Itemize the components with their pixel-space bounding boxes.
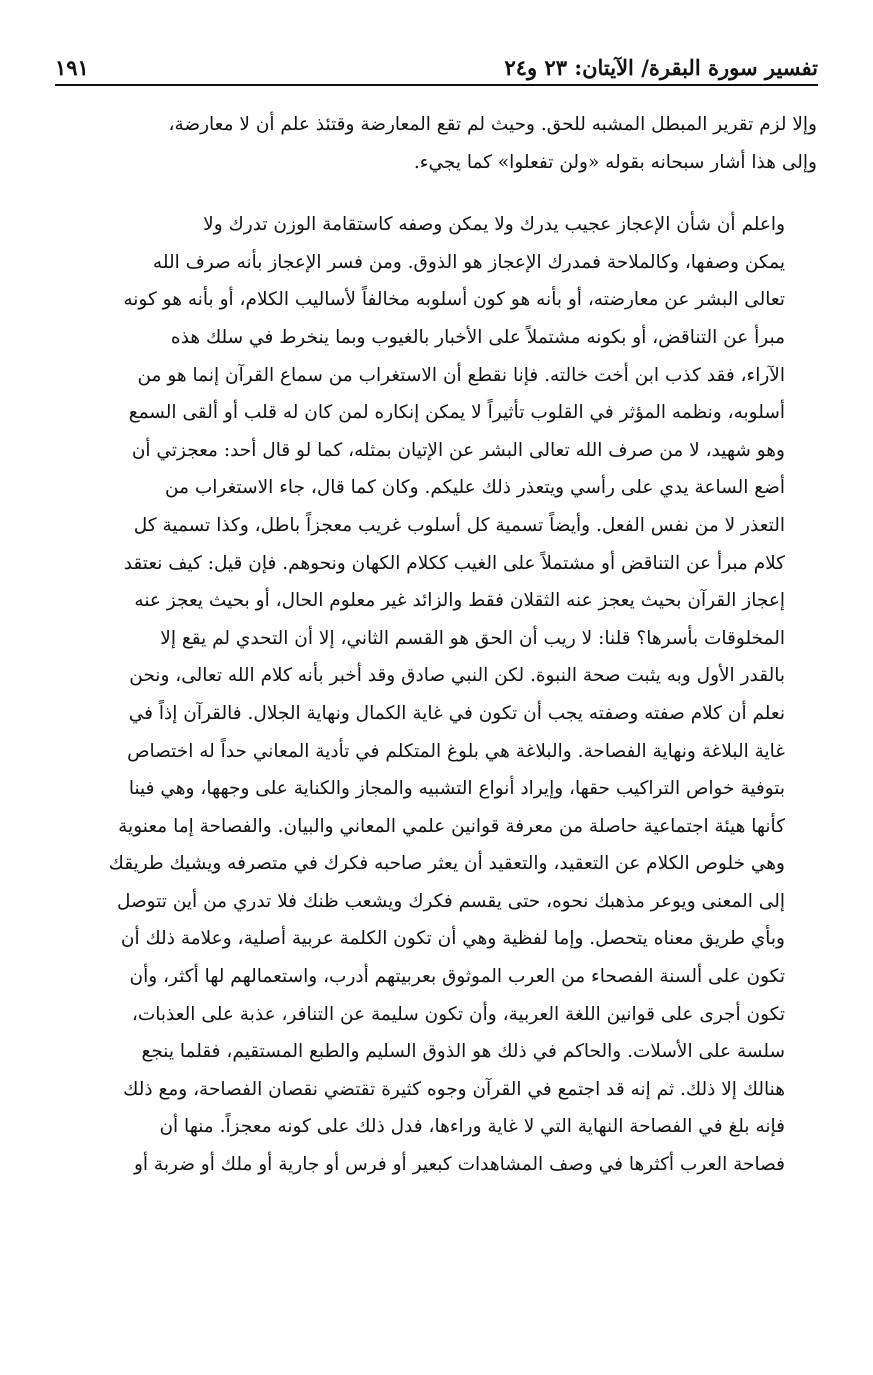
text-line: وإلا لزم تقرير المبطل المشبه للحق. وحيث لم تقع المعارضة وقتئذ علم أن لا معارضة، — [168, 114, 817, 135]
text-line: إلى المعنى ويوعر مذهبك نحوه، حتى يقسم فكرك ويشعب ظنك فلا تدري من أين تتوصل — [116, 890, 785, 912]
text-line: يمكن وصفها، وكالملاحة فمدرك الإعجاز هو الذوق. ومن فسر الإعجاز بأنه صرف الله — [152, 251, 785, 273]
paragraph-continuation — [58, 106, 817, 181]
text-line: واعلم أن شأن الإعجاز عجيب يدرك ولا يمكن وصفه كاستقامة الوزن تدرك ولا — [203, 214, 785, 236]
text-line: التعذر لا من نفس الفعل. وأيضاً تسمية كل أسلوب غريب معجزاً باطل، وكذا تسمية كل — [133, 514, 785, 536]
text-line: وإلى هذا أشار سبحانه بقوله «ولن تفعلوا» كما يجيء. — [413, 151, 817, 173]
text-line: الآراء، فقد كذب ابن أخت خالته. فإنا نقطع أن الاستغراب من سماع القرآن إنما هو من — [137, 364, 785, 386]
text-line: سلسة على الأسلات. والحاكم في ذلك هو الذوق السليم والطبع المستقيم، فقلما ينجع — [141, 1041, 785, 1063]
text-line: بالقدر الأول وبه يثبت صحة النبوة. لكن النبي صادق وقد أخبر بأنه كلام الله تعالى، ونحن — [129, 665, 785, 687]
text-line: فإنه بلغ في الفصاحة النهاية التي لا غاية وراءها، فدل ذلك على كونه معجزاً. منها أن — [159, 1116, 785, 1138]
text-line: تكون على ألسنة الفصحاء من العرب الموثوق بعربيتهم أدرب، واستعمالهم لها أكثر، وأن — [129, 966, 785, 988]
text-line: أسلوبه، ونظمه المؤثر في القلوب تأثيراً لا يمكن إنكاره لمن كان له قلب أو ألقى السمع — [128, 402, 785, 424]
text-line: بتوفية خواص التراكيب حقها، وإيراد أنواع التشبيه والمجاز والكناية على وجهها، وهي فينا — [128, 778, 785, 800]
text-line: المخلوقات بأسرها؟ قلنا: لا ريب أن الحق هو القسم الثاني، إلا أن التحدي لم يقع إلا — [160, 627, 785, 649]
text-line: وهي خلوص الكلام عن التعقيد، والتعقيد أن يعثر صاحبه فكرك في متصرفه ويشيك طريقك — [108, 853, 785, 875]
text-line: وهو شهيد، لا من صرف الله تعالى البشر عن الإتيان بمثله، كما لو قال أحد: معجزتي أن — [131, 439, 785, 461]
text-line: فصاحة العرب أكثرها في وصف المشاهدات كبعير أو فرس أو جارية أو ملك أو ضربة أو — [133, 1154, 785, 1176]
running-title: تفسير سورة البقرة/ الآيتان: ٢٣ و٢٤ — [504, 54, 818, 80]
text-line: كلام مبرأ عن التناقض أو مشتملاً على الغيب ككلام الكهان ونحوهم. فإن قيل: كيف نعتقد — [123, 552, 785, 574]
text-line: أضع الساعة يدي على رأسي ويتعذر ذلك عليكم. وكان كما قال، جاء الاستغراب من — [164, 477, 785, 499]
text-line: هنالك إلا ذلك. ثم إنه قد اجتمع في القرآن وجوه كثيرة تقتضي نقصان الفصاحة، ومع ذلك — [123, 1078, 785, 1100]
text-line: غاية البلاغة ونهاية الفصاحة. والبلاغة هي بلوغ المتكلم في تأدية المعاني حداً له اختصاص — [127, 740, 785, 762]
text-line: إعجاز القرآن بحيث يعجز عنه الثقلان فقط والزائد غير معلوم الحال، أو بحيث يعجز عنه — [134, 590, 785, 612]
paragraph-main — [58, 206, 817, 1183]
page-number: ١٩١ — [55, 54, 89, 80]
text-line: نعلم أن كلام صفته وصفته يجب أن تكون في غاية الكمال ونهاية الجلال. فالقرآن إذاً في — [128, 702, 785, 724]
text-line: تكون أجرى على قوانين اللغة العربية، وأن تكون سليمة عن التنافر، عذبة على العذبات، — [131, 1003, 785, 1025]
page-header — [55, 50, 818, 86]
text-line: تعالى البشر عن معارضته، أو بأنه هو كون أسلوبه مخالفاً لأساليب الكلام، أو بأنه هو كونه — [123, 289, 785, 311]
text-line: وبأي طريق معناه يتحصل. وإما لفظية وهي أن تكون الكلمة عربية أصلية، وعلامة ذلك أن — [120, 928, 785, 950]
page-body — [58, 106, 817, 1184]
text-line: مبرأ عن التناقض، أو بكونه مشتملاً على الأخبار بالغيوب وبما ينخرط في سلك هذه — [170, 326, 785, 348]
text-line: كأنها هيئة اجتماعية حاصلة من معرفة قوانين علمي المعاني والبيان. والفصاحة إما معنوية — [118, 815, 785, 837]
